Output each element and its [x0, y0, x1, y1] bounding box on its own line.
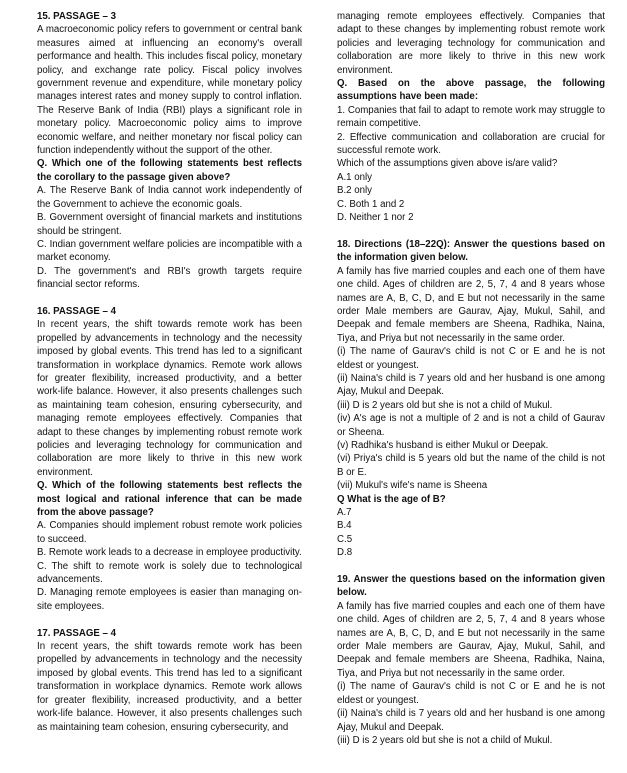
- q15-title: 15. PASSAGE – 3: [37, 11, 116, 22]
- q16-option-d: D. Managing remote employees is easier than managing on-site employees.: [37, 587, 302, 612]
- q18-clue-1: (i) The name of Gaurav's child is not C or E and he is not eldest or youngest.: [337, 346, 605, 371]
- q19-clue-3: (iii) D is 2 years old but she is not a child of Mukul.: [337, 734, 553, 746]
- q16-option-c: C. The shift to remote work is solely due to technological advancements.: [37, 560, 302, 586]
- q15-passage: A macroeconomic policy refers to government or central bank measures aimed at influencing an economy's overall performance and health. This includes fiscal policy, monetary policy, and exchange rate policy. Fiscal policy involves government revenue and expenditure, while monetary policy manages interest rates and money supply to control inflation. The Reserve Bank of India (RBI) plays a significant role in monetary policy. Macroeconomic policy aims to improve economic welfare, and neither monetary nor fiscal policy can function independently without the support of the other.: [37, 24, 302, 157]
- q18-clue-5: (v) Radhika's husband is either Mukul or Deepak.: [337, 439, 549, 451]
- question-15: [37, 10, 302, 292]
- q18-clue-6: (vi) Priya's child is 5 years old but the name of the child is not B or E.: [337, 453, 605, 478]
- q18-option-b: B.4: [337, 520, 352, 532]
- question-17: [37, 627, 302, 734]
- q16-option-a: A. Companies should implement robust remote work policies to succeed.: [37, 520, 302, 545]
- q18-option-a: A.7: [337, 507, 352, 519]
- q18-option-c: C.5: [337, 533, 353, 545]
- q18-option-d: D.8: [337, 547, 353, 559]
- q16-question: Q. Which of the following statements best reflects the most logical and rational inference that can be made from the above passage?: [37, 480, 302, 519]
- left-column: [37, 10, 302, 734]
- q19-clue-2: (ii) Naina's child is 7 years old and her husband is one among Ajay, Mukul and Deepak.: [337, 708, 605, 733]
- q15-option-a: A. The Reserve Bank of India cannot work independently of the Government to achieve the economic goals.: [37, 185, 302, 210]
- q18-intro: A family has five married couples and each one of them have one child. Ages of children are 2, 5, 7, 4 and 8 years whose names are A, B, C, D, and E but not necessarily in the same order Male members are Gaurav, Ajay, Mukul, Sahil, and Deepak and female members are Sheena, Radhika, Naina, Tiya, and Priya but not necessarily in the same order.: [337, 265, 605, 344]
- q17-passage-cont: managing remote employees effectively. Companies that adapt to these changes by implementing robust remote work policies and leveraging technology for communication and collaboration are more likely to thrive in this new work environment.: [337, 11, 605, 76]
- q17-assumption-2: 2. Effective communication and collaboration are crucial for successful remote work.: [337, 131, 605, 157]
- q15-option-d: D. The government's and RBI's growth targets require financial sector reforms.: [37, 265, 302, 291]
- q17-option-b: B.2 only: [337, 185, 373, 197]
- q18-question: Q What is the age of B?: [337, 493, 446, 505]
- q17-assumption-1: 1. Companies that fail to adapt to remote work may struggle to remain competitive.: [337, 104, 605, 130]
- right-column: [337, 10, 605, 747]
- q18-clue-4: (iv) A's age is not a multiple of 2 and is not a child of Gaurav or Sheena.: [337, 413, 605, 438]
- q17-option-a: A.1 only: [337, 171, 373, 183]
- q18-heading: 18. Directions (18–22Q): Answer the questions based on the information given below.: [337, 238, 605, 264]
- q17-prompt: Which of the assumptions given above is/are valid?: [337, 158, 558, 170]
- q16-option-b: B. Remote work leads to a decrease in employee productivity.: [37, 547, 302, 559]
- q17-passage-start: In recent years, the shift towards remote work has been propelled by advancements in technology and the necessity imposed by global events. This trend has led to a significant transformation in workplace dynamics. Remote work allows for greater flexibility, increased productivity, and a better work-life balance. However, it also presents challenges such as maintaining team cohesion, ensuring cybersecurity, and: [37, 641, 302, 733]
- question-18: [337, 238, 605, 560]
- question-17-continued: [337, 10, 605, 225]
- q17-title: 17. PASSAGE – 4: [37, 627, 116, 639]
- q17-option-c: C. Both 1 and 2: [337, 198, 405, 210]
- q17-option-d: D. Neither 1 nor 2: [337, 212, 414, 224]
- q19-intro: A family has five married couples and each one of them have one child. Ages of children are 2, 5, 7, 4 and 8 years whose names are A, B, C, D, and E but not necessarily in the same order Male members are Gaurav, Ajay, Mukul, Sahil, and Deepak and female members are Sheena, Radhika, Naina, Tiya, and Priya but not necessarily in the same order.: [337, 600, 605, 679]
- q15-option-b: B. Government oversight of financial markets and institutions should be stringent.: [37, 212, 302, 237]
- q18-clue-7: (vii) Mukul's wife's name is Sheena: [337, 480, 488, 492]
- question-19: [337, 573, 605, 747]
- q15-question: Q. Which one of the following statements best reflects the corollary to the passage given above?: [37, 158, 302, 183]
- q18-clue-3: (iii) D is 2 years old but she is not a child of Mukul.: [337, 399, 553, 411]
- q15-option-c: C. Indian government welfare policies are incompatible with a market economy.: [37, 238, 302, 264]
- q16-passage: In recent years, the shift towards remote work has been propelled by advancements in technology and the necessity imposed by global events. This trend has led to a significant transformation in workplace dynamics. Remote work allows for greater flexibility, increased productivity, and a better work-life balance. However, it also presents challenges such as maintaining team cohesion, ensuring cybersecurity, and managing remote employees effectively. Companies that adapt to these changes by implementing robust remote work policies and leveraging technology for communication and collaboration are more likely to thrive in this new work environment.: [37, 319, 302, 478]
- q16-title: 16. PASSAGE – 4: [37, 305, 116, 317]
- q18-clue-2: (ii) Naina's child is 7 years old and her husband is one among Ajay, Mukul and Deepak.: [337, 372, 605, 398]
- question-16: [37, 305, 302, 613]
- q19-clue-1: (i) The name of Gaurav's child is not C or E and he is not eldest or youngest.: [337, 681, 605, 706]
- q19-heading: 19. Answer the questions based on the information given below.: [337, 574, 605, 599]
- q17-question: Q. Based on the above passage, the following assumptions have been made:: [337, 78, 605, 103]
